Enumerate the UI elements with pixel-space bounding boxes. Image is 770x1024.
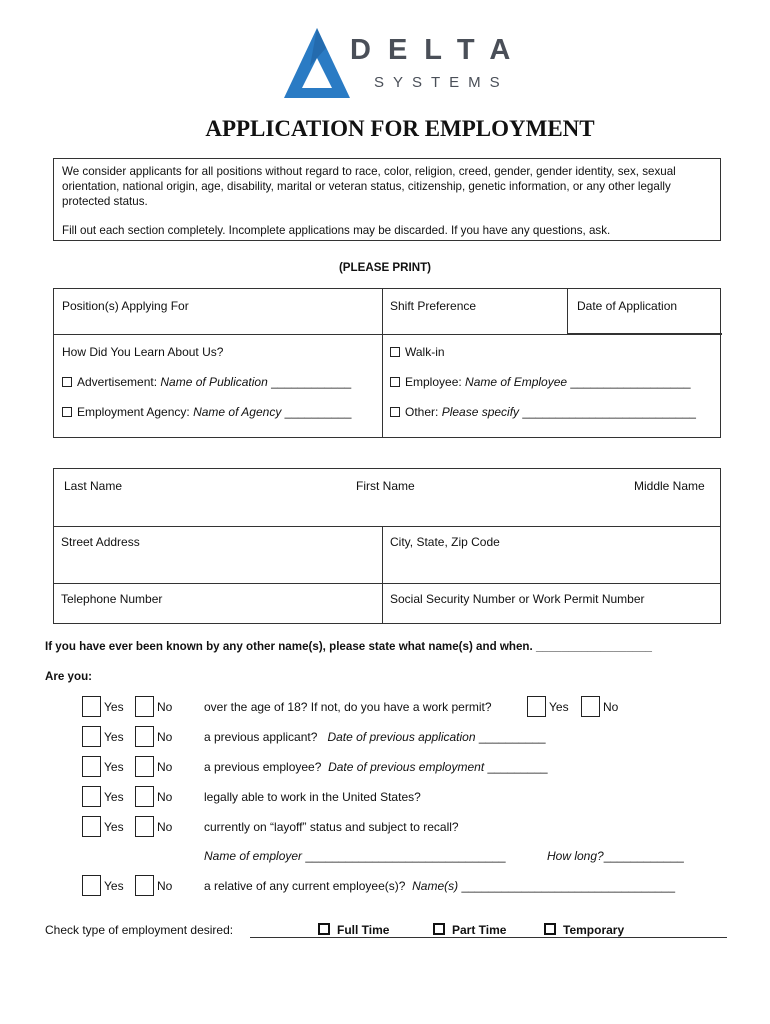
positions-applying-label: Position(s) Applying For [62,299,189,313]
other-names-question: If you have ever been known by any other name(s), please state what name(s) and when. __________________ [45,640,653,653]
city-state-zip-label: City, State, Zip Code [390,535,500,549]
please-print-label: (PLEASE PRINT) [338,261,432,274]
no-label: No [157,730,173,744]
yes-label: Yes [104,760,124,774]
q4-no-checkbox[interactable] [135,786,154,807]
q1-permit-no-checkbox[interactable] [581,696,600,717]
temporary-option[interactable]: Temporary [544,923,624,937]
advertisement-checkbox[interactable] [62,377,72,387]
advertisement-option[interactable]: Advertisement: Name of Publication ____________ [62,375,351,389]
position-table [53,288,721,438]
q2-no-checkbox[interactable] [135,726,154,747]
yes-label: Yes [104,820,124,834]
street-address-label: Street Address [61,535,140,549]
no-label: No [157,700,173,714]
telephone-label: Telephone Number [61,592,163,606]
q5-layoff-text: currently on “layoff” status and subject to recall? [204,820,459,834]
q5-yes-checkbox[interactable] [82,816,101,837]
notice-eeo-text: We consider applicants for all positions without regard to race, color, religion, creed, gender, gender identity, sex, sexual orientation, national origin, age, disability, marital or veteran status, citizenship, genetic information, or any other legally protected status. [62,165,676,208]
other-checkbox[interactable] [390,407,400,417]
no-label: No [157,790,173,804]
temporary-checkbox[interactable] [544,923,556,935]
last-name-label: Last Name [64,479,123,493]
q2-previous-applicant-text: a previous applicant? Date of previous application __________ [204,730,546,744]
yes-label: Yes [104,879,124,893]
yes-label: Yes [104,790,124,804]
q1-age-text: over the age of 18? If not, do you have a work permit? [204,700,492,714]
part-time-option[interactable]: Part Time [433,923,506,937]
brand-subtitle: SYSTEMS [374,74,509,91]
employment-type-label: Check type of employment desired: [45,923,234,937]
q3-yes-checkbox[interactable] [82,756,101,777]
shift-preference-label: Shift Preference [390,299,477,313]
notice-box [53,158,721,241]
date-of-application-label: Date of Application [577,299,678,313]
q4-work-eligibility-text: legally able to work in the United States? [204,790,421,804]
middle-name-label: Middle Name [634,479,705,493]
yes-label: Yes [104,700,124,714]
are-you-label: Are you: [45,670,93,683]
q5-employer-line: Name of employer ______________________________ [204,849,506,863]
yes-label: Yes [549,700,569,714]
other-option[interactable]: Other: Please specify __________________________ [390,405,696,419]
full-time-option[interactable]: Full Time [318,923,389,937]
q1-permit-yes-checkbox[interactable] [527,696,546,717]
page-title: APPLICATION FOR EMPLOYMENT [205,116,595,141]
walk-in-option[interactable]: Walk-in [390,345,445,359]
q1-yes-checkbox[interactable] [82,696,101,717]
delta-systems-logo [282,26,542,106]
delta-triangle-icon [282,26,352,102]
q4-yes-checkbox[interactable] [82,786,101,807]
learn-about-us-label: How Did You Learn About Us? [62,345,224,359]
q6-yes-checkbox[interactable] [82,875,101,896]
brand-name: DELTA [350,34,528,66]
q5-how-long-line: How long?____________ [547,849,684,863]
yes-label: Yes [104,730,124,744]
notice-instructions: Fill out each section completely. Incomplete applications may be discarded. If you have any questions, ask. [62,224,611,237]
q5-no-checkbox[interactable] [135,816,154,837]
agency-option[interactable]: Employment Agency: Name of Agency __________ [62,405,351,419]
no-label: No [157,760,173,774]
part-time-checkbox[interactable] [433,923,445,935]
no-label: No [157,879,173,893]
employee-checkbox[interactable] [390,377,400,387]
q1-no-checkbox[interactable] [135,696,154,717]
q3-previous-employee-text: a previous employee? Date of previous employment _________ [204,760,548,774]
first-name-label: First Name [356,479,415,493]
q3-no-checkbox[interactable] [135,756,154,777]
no-label: No [603,700,619,714]
contact-table [53,468,721,624]
q2-yes-checkbox[interactable] [82,726,101,747]
full-time-checkbox[interactable] [318,923,330,935]
q6-relative-text: a relative of any current employee(s)? Name(s) ________________________________ [204,879,676,893]
employee-option[interactable]: Employee: Name of Employee __________________ [390,375,691,389]
walk-in-checkbox[interactable] [390,347,400,357]
employment-type-underline [250,937,727,938]
ssn-label: Social Security Number or Work Permit Number [390,592,645,606]
agency-checkbox[interactable] [62,407,72,417]
no-label: No [157,820,173,834]
q6-no-checkbox[interactable] [135,875,154,896]
